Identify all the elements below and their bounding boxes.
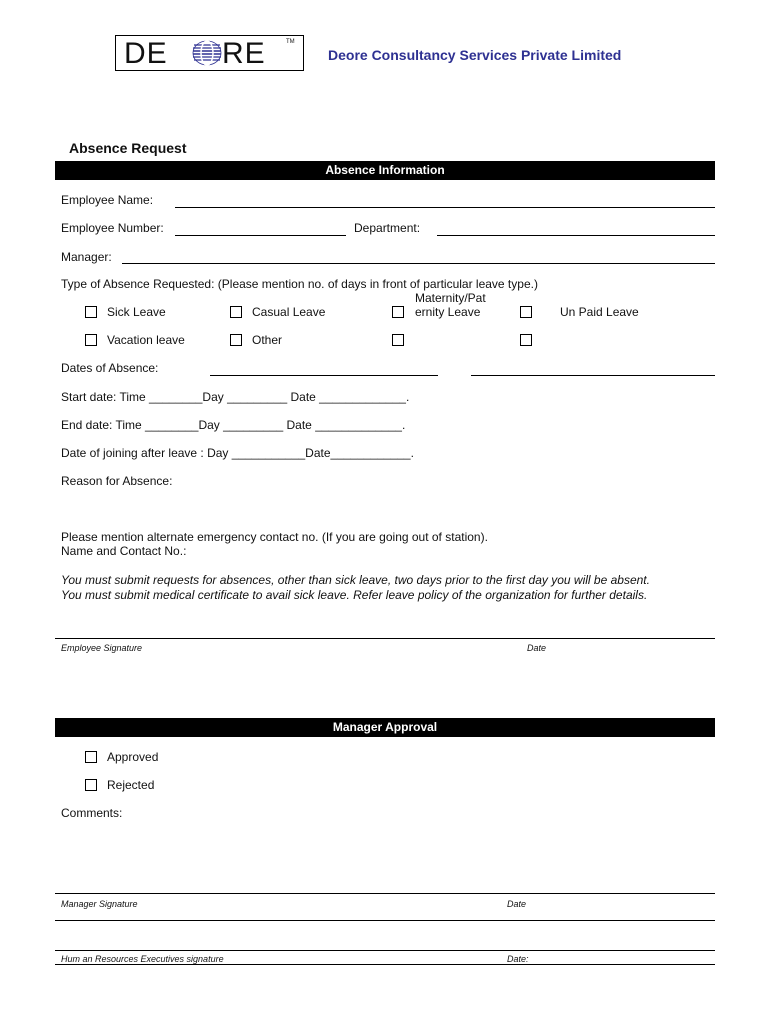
employee-signature-line[interactable] — [55, 638, 715, 639]
employee-name-label: Employee Name: — [61, 193, 154, 207]
sick-leave-label: Sick Leave — [107, 305, 166, 319]
manager-label: Manager: — [61, 250, 112, 264]
manager-signature-date-label: Date — [507, 899, 527, 909]
employee-number-field[interactable] — [175, 235, 346, 236]
extra-leave-checkbox-2[interactable] — [520, 334, 532, 346]
company-logo — [115, 35, 304, 71]
manager-signature-label: Manager Signature — [61, 899, 138, 909]
reason-label: Reason for Absence: — [61, 474, 173, 488]
rejected-label: Rejected — [107, 778, 155, 792]
other-leave-label: Other — [252, 333, 283, 347]
manager-signature-line[interactable] — [55, 893, 715, 894]
employee-signature-date-label: Date — [527, 643, 547, 653]
extra-leave-checkbox-1[interactable] — [392, 334, 404, 346]
hr-signature-line[interactable] — [55, 950, 715, 951]
hr-signature-divider — [55, 964, 715, 965]
approved-label: Approved — [107, 750, 159, 764]
vacation-leave-checkbox[interactable] — [85, 334, 97, 346]
employee-signature-label: Employee Signature — [61, 643, 143, 653]
other-leave-checkbox[interactable] — [230, 334, 242, 346]
absence-type-label: Type of Absence Requested: (Please mention no. of days in front of particular leave type.) — [61, 277, 538, 291]
dates-of-absence-label: Dates of Absence: — [61, 361, 159, 375]
hr-signature-label: Hum an Resources Executives signature — [61, 954, 224, 964]
manager-field[interactable] — [122, 263, 715, 264]
company-name: Deore Consultancy Services Private Limited — [328, 47, 622, 63]
emergency-contact-instruction: Please mention alternate emergency contact no. (If you are going out of station). — [61, 530, 488, 544]
approved-checkbox[interactable] — [85, 751, 97, 763]
casual-leave-label: Casual Leave — [252, 305, 326, 319]
logo-text-left: DE — [124, 37, 168, 70]
absence-notice-line1: You must submit requests for absences, other than sick leave, two days prior to the first day you will be absent. — [61, 573, 650, 587]
comments-label: Comments: — [61, 806, 123, 820]
manager-signature-divider — [55, 920, 715, 921]
logo-text-right: RE — [222, 37, 266, 70]
globe-logo-icon — [192, 40, 222, 66]
absence-notice-line2: You must submit medical certificate to avail sick leave. Refer leave policy of the organization for further details. — [61, 588, 648, 602]
vacation-leave-label: Vacation leave — [107, 333, 185, 347]
employee-name-field[interactable] — [175, 207, 715, 208]
sick-leave-checkbox[interactable] — [85, 306, 97, 318]
form-title: Absence Request — [69, 140, 187, 156]
name-contact-label: Name and Contact No.: — [61, 544, 187, 558]
absence-information-header: Absence Information — [55, 161, 715, 180]
joining-date-line[interactable]: Date of joining after leave : Day ___________Date____________. — [61, 446, 414, 460]
unpaid-leave-label: Un Paid Leave — [560, 305, 639, 319]
dates-of-absence-from-field[interactable] — [210, 375, 438, 376]
employee-number-label: Employee Number: — [61, 221, 164, 235]
maternity-leave-label-line2: ernity Leave — [415, 305, 481, 319]
end-date-line[interactable]: End date: Time ________Day _________ Date _____________. — [61, 418, 406, 432]
manager-approval-header: Manager Approval — [55, 718, 715, 737]
trademark-mark: TM — [286, 39, 295, 45]
maternity-leave-label-line1: Maternity/Pat — [415, 291, 486, 305]
department-field[interactable] — [437, 235, 715, 236]
rejected-checkbox[interactable] — [85, 779, 97, 791]
casual-leave-checkbox[interactable] — [230, 306, 242, 318]
hr-signature-date-label: Date: — [507, 954, 529, 964]
department-label: Department: — [354, 221, 421, 235]
dates-of-absence-to-field[interactable] — [471, 375, 715, 376]
start-date-line[interactable]: Start date: Time ________Day _________ Date _____________. — [61, 390, 410, 404]
maternity-paternity-leave-checkbox[interactable] — [392, 306, 404, 318]
unpaid-leave-checkbox[interactable] — [520, 306, 532, 318]
